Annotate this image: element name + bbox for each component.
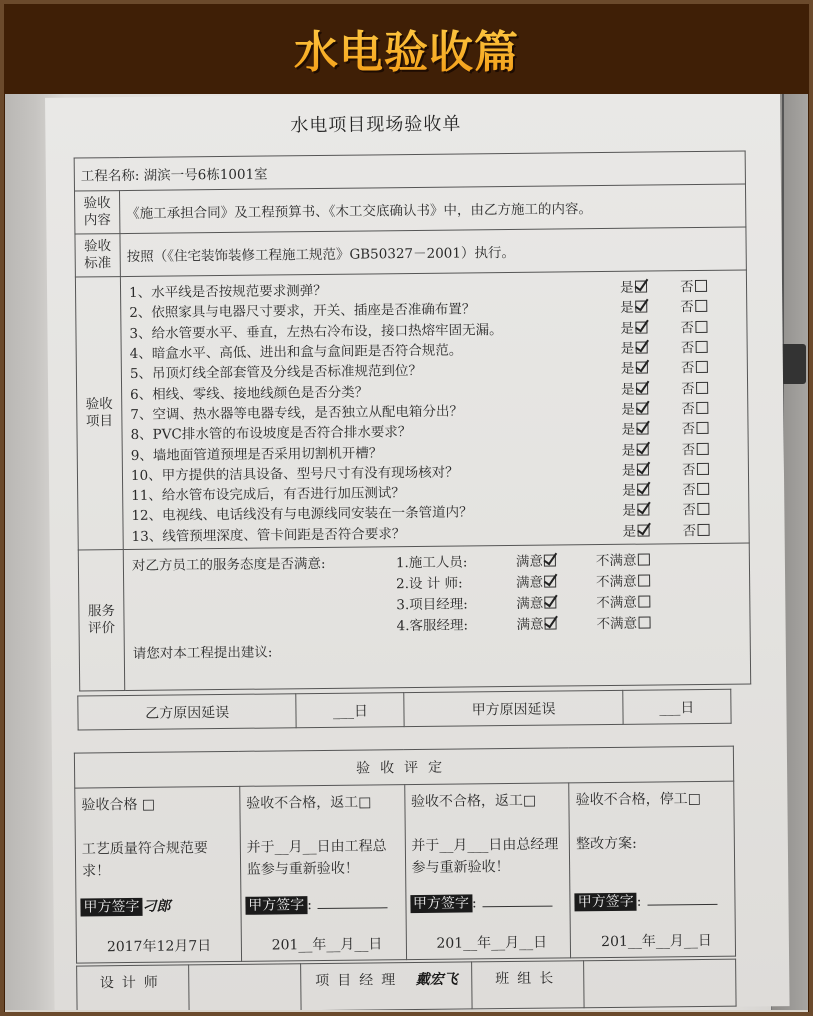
no-option[interactable]: 否 [681, 417, 741, 438]
pm-signature[interactable]: 戴宏飞 [415, 971, 458, 989]
no-option[interactable]: 否 [681, 356, 741, 377]
party-a-delay-value[interactable]: ___日 [623, 689, 731, 724]
party-a-sign-label: 甲方签字 [80, 898, 142, 917]
yes-checkbox[interactable] [635, 301, 647, 313]
yes-checkbox[interactable] [637, 484, 649, 496]
evaluation-option-body: 整改方案: [576, 835, 637, 853]
banner [4, 4, 809, 92]
service-role: 4.客服经理: [396, 617, 469, 635]
yes-option[interactable]: 是 [621, 417, 681, 438]
party-a-sign-label: 甲方签字 [245, 896, 307, 915]
satisfied-checkbox[interactable] [544, 555, 556, 567]
service-role: 3.项目经理: [396, 596, 468, 614]
document-photo [5, 94, 808, 1012]
designer-label: 设计师 [77, 965, 190, 1012]
pm-label: 项目经理 [315, 972, 404, 990]
yes-checkbox[interactable] [635, 362, 647, 374]
evaluation-option-body: 工艺质量符合规范要求！ [81, 840, 208, 880]
designer-sign[interactable] [189, 964, 302, 1012]
evaluation-date[interactable]: 201__年__月__日 [271, 936, 383, 954]
yes-option[interactable]: 是 [622, 438, 682, 459]
no-checkbox[interactable] [695, 361, 707, 373]
unsatisfied-checkbox[interactable] [638, 617, 650, 629]
unsatisfied-option[interactable]: 不满意 [596, 591, 650, 612]
no-option[interactable]: 否 [681, 396, 741, 417]
yes-checkbox[interactable] [636, 402, 648, 414]
satisfied-checkbox[interactable] [544, 618, 556, 630]
acceptance-content-text: 《施工承担合同》及工程预算书、《木工交底确认书》中，由乙方施工的内容。 [119, 184, 745, 234]
party-a-signature-line[interactable] [318, 907, 388, 909]
satisfied-checkbox[interactable] [544, 597, 556, 609]
unsatisfied-option[interactable]: 不满意 [596, 549, 650, 570]
yes-checkbox[interactable] [636, 382, 648, 394]
service-evaluation [123, 543, 750, 691]
yes-option[interactable]: 是 [622, 499, 682, 520]
checklist-item-text: 3、给水管要水平、垂直，左热右冷布设，接口热熔牢固无漏。 [129, 321, 503, 342]
yes-option[interactable]: 是 [621, 336, 681, 357]
party-b-delay-value[interactable]: ___日 [296, 693, 404, 728]
evaluation-option-head[interactable]: 验收不合格，停工□ [575, 791, 701, 809]
party-a-signature[interactable]: 刁郎 [142, 898, 171, 915]
yes-checkbox[interactable] [636, 463, 648, 475]
satisfied-checkbox[interactable] [544, 576, 556, 588]
no-option[interactable]: 否 [680, 295, 740, 316]
evaluation-table [74, 746, 736, 964]
service-label: 服务评价 [78, 549, 124, 690]
delay-table [77, 689, 731, 731]
evaluation-option-body: 并于__月__日由工程总监参与重新验收！ [246, 838, 387, 878]
checklist-item-text: 6、相线、零线、接地线颜色是否分类？ [130, 384, 369, 403]
evaluation-option-head[interactable]: 验收不合格，返工□ [246, 794, 372, 812]
no-checkbox[interactable] [696, 463, 708, 475]
evaluation-title: 验收评定 [74, 746, 733, 788]
checklist-item-text: 7、空调、热水器等电器专线，是否独立从配电箱分出？ [130, 403, 464, 423]
acceptance-standard-label: 验收标准 [75, 234, 120, 277]
party-b-delay-label: 乙方原因延误 [78, 694, 297, 730]
signoff-table [76, 959, 736, 1012]
team-lead-sign[interactable] [584, 959, 736, 1008]
party-a-delay-label: 甲方原因延误 [404, 690, 623, 726]
yes-option[interactable]: 是 [622, 519, 682, 540]
yes-checkbox[interactable] [637, 504, 649, 516]
no-option[interactable]: 否 [682, 437, 742, 458]
yes-option[interactable]: 是 [621, 397, 681, 418]
no-option[interactable]: 否 [680, 315, 740, 336]
no-checkbox[interactable] [697, 503, 709, 515]
no-option[interactable]: 否 [682, 518, 742, 539]
evaluation-option: 验收不合格，停工□ 整改方案: 甲方签字 : 201__年__月__日 [569, 781, 736, 958]
unsatisfied-checkbox[interactable] [638, 596, 650, 608]
checklist-item-text: 5、吊顶灯线全部套管及分线是否标准规范到位？ [129, 363, 423, 383]
items-label: 验收项目 [75, 277, 123, 550]
service-role-list [396, 548, 650, 635]
evaluation-date[interactable]: 201__年__月__日 [601, 932, 712, 951]
team-lead-label: 班组长 [472, 961, 585, 1009]
no-option[interactable]: 否 [681, 376, 741, 397]
no-option[interactable]: 否 [682, 478, 742, 499]
items-list [120, 270, 749, 549]
satisfied-option[interactable]: 满意 [516, 612, 596, 633]
evaluation-option [75, 786, 242, 963]
checklist-item-text: 11、给水管布设完成后，有否进行加压测试？ [131, 485, 405, 505]
party-a-signature-line[interactable] [483, 906, 553, 908]
party-a-sign-label: 甲方签字 [410, 894, 472, 913]
evaluation-date[interactable]: 201__年__月__日 [436, 934, 548, 952]
evaluation-option-head[interactable]: 验收不合格，返工□ [410, 792, 537, 811]
yes-checkbox[interactable] [635, 321, 647, 333]
checklist-item-text: 8、PVC排水管的布设坡度是否符合排水要求？ [130, 424, 412, 444]
banner-title: 水电验收篇 [294, 16, 519, 80]
unsatisfied-option[interactable]: 不满意 [596, 612, 650, 633]
service-role-row [396, 548, 650, 572]
no-checkbox[interactable] [697, 483, 709, 495]
yes-checkbox[interactable] [635, 342, 647, 354]
evaluation-option-body: 并于__月___日由总经理参与重新验收！ [411, 836, 559, 877]
party-a-signature-line[interactable] [647, 904, 717, 906]
satisfied-option[interactable]: 满意 [516, 570, 596, 591]
no-checkbox[interactable] [696, 402, 708, 414]
no-option[interactable]: 否 [682, 457, 742, 478]
no-option[interactable]: 否 [680, 275, 740, 296]
service-role-row [396, 611, 650, 635]
project-name-value: 湖滨一号6栋1001室 [143, 166, 268, 184]
checklist-item-text: 9、墙地面管道预埋是否采用切割机开槽？ [130, 444, 383, 464]
service-role: 1.施工人员: [395, 554, 468, 572]
acceptance-content-label: 验收内容 [74, 191, 119, 234]
evaluation-date[interactable]: 2017年12月7日 [106, 938, 212, 956]
project-name-label: 工程名称: [80, 167, 140, 185]
unsatisfied-checkbox[interactable] [638, 575, 650, 587]
no-checkbox[interactable] [697, 524, 709, 536]
pm-label-cell [301, 962, 473, 1011]
no-checkbox[interactable] [696, 422, 708, 434]
form-title: 水电项目现场验收单 [290, 113, 462, 137]
no-checkbox[interactable] [695, 341, 707, 353]
yes-option[interactable]: 是 [620, 316, 680, 337]
no-checkbox[interactable] [695, 300, 707, 312]
satisfied-option[interactable]: 满意 [516, 591, 596, 612]
unsatisfied-checkbox[interactable] [637, 554, 649, 566]
acceptance-form [45, 94, 790, 1012]
no-checkbox[interactable] [695, 321, 707, 333]
checklist-item-text: 12、电视线、电话线没有与电源线同安装在一条管道内？ [131, 504, 473, 525]
no-checkbox[interactable] [696, 382, 708, 394]
yes-option[interactable]: 是 [622, 478, 682, 499]
no-checkbox[interactable] [694, 280, 706, 292]
no-checkbox[interactable] [696, 442, 708, 454]
evaluation-option: 验收不合格，返工□ 并于__月___日由总经理参与重新验收！ 甲方签字 : 201__年__月__日 [404, 783, 571, 960]
service-question: 对乙方员工的服务态度是否满意: [131, 555, 326, 574]
checklist-item-text: 4、暗盒水平、高低、进出和盒与盒间距是否符合规范。 [129, 342, 463, 363]
evaluation-option: 验收不合格，返工□ 并于__月__日由工程总监参与重新验收！ 甲方签字 : 201__年__月__日 [239, 785, 406, 962]
acceptance-standard-text: 按照（《住宅装饰装修工程施工规范》GB50327－2001）执行。 [120, 227, 746, 277]
service-role-row [396, 590, 650, 614]
checklist-item-text: 13、线管预埋深度、管卡间距是否符合要求？ [131, 525, 406, 545]
service-role: 2.设 计 师: [396, 575, 463, 593]
satisfied-option[interactable]: 满意 [516, 549, 596, 570]
checklist-item-text: 10、甲方提供的洁具设备、型号尺寸有没有现场核对？ [130, 464, 459, 484]
form-main-table [74, 151, 752, 692]
no-option[interactable]: 否 [682, 498, 742, 519]
yes-checkbox[interactable] [636, 443, 648, 455]
checklist-item-text: 2、依照家具与电器尺寸要求，开关、插座是否准确布置？ [129, 301, 476, 322]
yes-option[interactable]: 是 [620, 275, 680, 296]
evaluation-option-head[interactable]: 验收合格 □ [81, 796, 156, 814]
yes-checkbox[interactable] [634, 281, 646, 293]
party-a-sign-label: 甲方签字 [575, 893, 637, 912]
yes-checkbox[interactable] [636, 423, 648, 435]
yes-option[interactable]: 是 [621, 377, 681, 398]
yes-option[interactable]: 是 [622, 458, 682, 479]
yes-option[interactable]: 是 [620, 296, 680, 317]
suggestion-prompt: 请您对本工程提出建议: [132, 644, 273, 662]
checklist-item-text: 1、水平线是否按规范要求测弹？ [128, 283, 327, 302]
service-role-row [396, 569, 650, 593]
yes-checkbox[interactable] [637, 524, 649, 536]
yes-option[interactable]: 是 [621, 357, 681, 378]
unsatisfied-option[interactable]: 不满意 [596, 570, 650, 591]
no-option[interactable]: 否 [681, 336, 741, 357]
